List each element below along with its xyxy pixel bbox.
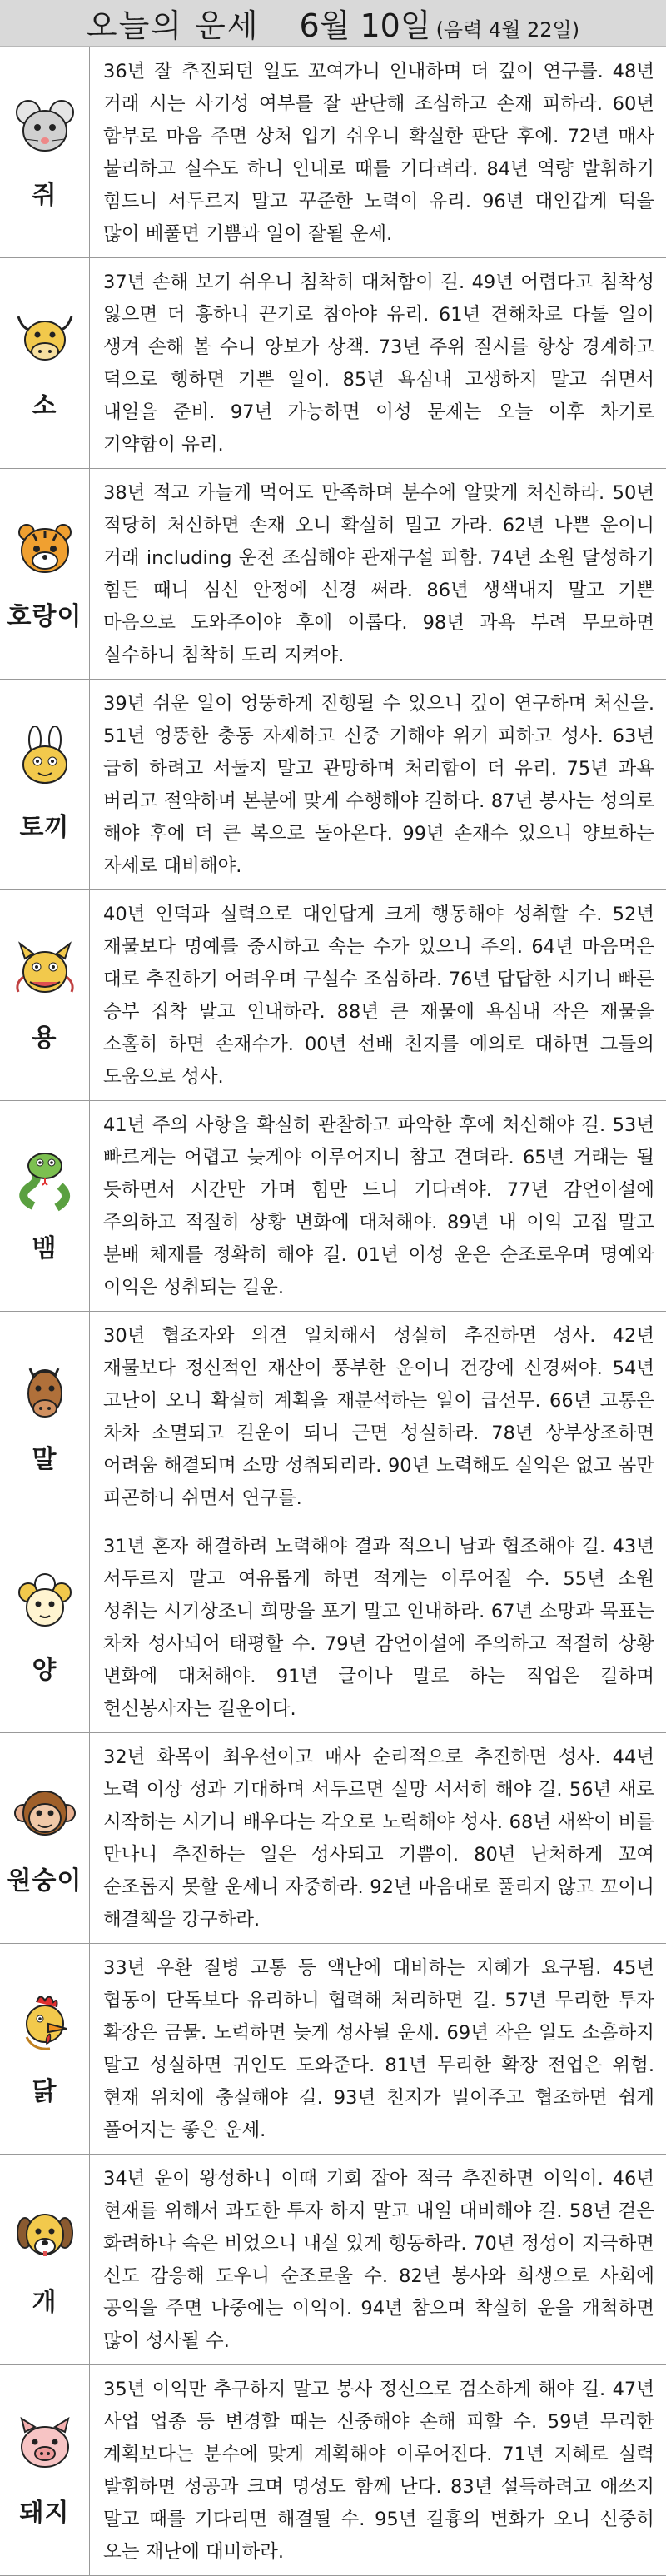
zodiac-animal-name: 호랑이 [7, 602, 82, 631]
zodiac-animal-name: 용 [32, 1024, 57, 1053]
fortune-text: 30년 협조자와 의견 일치해서 성실히 추진하면 성사. 42년 재물보다 정신적인 재산이 풍부한 운이니 건강에 신경써야. 54년 고난이 오니 확실히 계획을 재분석하는 일이 급선무. 66년 고통은 차차 소멸되고 길운이 되니 근면 성실하라. 78년 상부상조하면 어려움 해결되며 소망 성취되리라. 90년 노력해도 실익은 없고 몸만 피곤하니 쉬면서 연구를. [103, 1325, 654, 1509]
rooster-icon [8, 1991, 82, 2059]
zodiac-row [0, 47, 666, 258]
zodiac-badge [0, 47, 90, 257]
rabbit-icon [8, 726, 82, 795]
dog-icon [8, 2201, 82, 2270]
page-title: 오늘의 운세 [86, 7, 260, 44]
zodiac-row [0, 258, 666, 469]
fortune-text: 41년 주의 사항을 확실히 관찰하고 파악한 후에 처신해야 길. 53년 빠르게는 어렵고 늦게야 이루어지니 참고 견뎌라. 65년 거래는 될 듯하면서 시간만 가며 힘만 드니 기다려야. 77년 감언이설에 주의하고 적절히 상황 변화에 대처해야. 89년 내 이익 고집 말고 분배 체제를 정확히 해야 길. 01년 이성 운은 순조로우며 명예와 이익은 성취되는 길운. [103, 1114, 654, 1298]
zodiac-row [0, 680, 666, 890]
zodiac-animal-name: 토끼 [19, 813, 70, 842]
zodiac-animal-name: 뱀 [32, 1234, 57, 1263]
zodiac-animal-name: 소 [32, 391, 57, 421]
zodiac-row [0, 1733, 666, 1944]
dragon-icon [8, 937, 82, 1005]
zodiac-badge [0, 1522, 90, 1732]
fortune-text: 36년 잘 추진되던 일도 꼬여가니 인내하며 더 깊이 연구를. 48년 거래 시는 사기성 여부를 잘 판단해 조심하고 손재 피하라. 60년 함부로 마음 주면 상처 입기 쉬우니 확실한 판단 후에. 72년 매사 불리하고 실수도 하니 인내로 때를 기다려라. 84년 역량 발휘하기 힘드니 서두르지 말고 꾸준한 노력이 유리. 96년 대인갑게 덕을 많이 베풀면 기쁨과 일이 잘될 운세. [103, 61, 654, 245]
monkey-icon [8, 1780, 82, 1848]
zodiac-row [0, 1312, 666, 1522]
zodiac-badge [0, 680, 90, 889]
tiger-icon [8, 516, 82, 584]
zodiac-badge [0, 890, 90, 1100]
ox-icon [8, 305, 82, 373]
page-header [0, 0, 666, 47]
fortune-text: 34년 운이 왕성하니 이때 기회 잡아 적극 추진하면 이익이. 46년 현재를 위해서 과도한 투자 하지 말고 내일 대비해야 길. 58년 겉은 화려하나 속은 비었으니 내실 있게 행동하라. 70년 정성이 지극하면 신도 감응해 도우니 순조로울 수. 82년 봉사와 희생으로 사회에 공익을 주면 나중에는 이익이. 94년 참으며 착실히 운을 개척하면 많이 성사될 수. [103, 2168, 654, 2352]
zodiac-badge [0, 1312, 90, 1522]
fortune-text: 35년 이익만 추구하지 말고 봉사 정신으로 검소하게 해야 길. 47년 사업 업종 등 변경할 때는 신중해야 손해 피할 수. 59년 무리한 계획보다는 분수에 맞게 계획해야 이루어진다. 71년 지혜로 실력 발휘하면 성공과 크며 명성도 함께 난다. 83년 설득하려고 애쓰지 말고 때를 기다리면 해결될 수. 95년 길흉의 변화가 오니 신중히 오는 재난에 대비하라. [103, 2379, 654, 2563]
zodiac-animal-name: 양 [32, 1656, 57, 1685]
zodiac-animal-name: 쥐 [32, 181, 57, 210]
zodiac-animal-name: 돼지 [19, 2499, 70, 2528]
zodiac-row [0, 1101, 666, 1312]
fortune-text: 39년 쉬운 일이 엉뚱하게 진행될 수 있으니 깊이 연구하며 처신을. 51년 엉뚱한 충동 자제하고 신중 기해야 위기 피하고 성사. 63년 급히 하려고 서둘지 말고 관망하며 처리함이 더 유리. 75년 과욕 버리고 절약하며 본분에 맞게 수행해야 길하다. 87년 봉사는 성의로 해야 후에 더 큰 복으로 돌아온다. 99년 손재수 있으니 양보하는 자세로 대비해야. [103, 693, 655, 877]
horse-icon [8, 1358, 82, 1427]
solar-date: 6월 10일 [299, 7, 431, 44]
header-date [300, 0, 580, 46]
fortune-text: 33년 우환 질병 고통 등 액난에 대비하는 지혜가 요구됨. 45년 협동이 단독보다 유리하니 협력해 처리하면 길. 57년 무리한 투자 확장은 금물. 노력하면 늦게 성사될 운세. 69년 작은 일도 소홀하지 말고 성실하면 귀인도 도와준다. 81년 무리한 확장 전업은 위험. 현재 위치에 충실해야 길. 93년 친지가 밀어주고 협조하면 쉽게 풀어지는 좋은 운세. [103, 1957, 654, 2141]
sheep-icon [8, 1569, 82, 1637]
fortune-text: 40년 인덕과 실력으로 대인답게 크게 행동해야 성취할 수. 52년 재물보다 명예를 중시하고 속는 수가 있으니 주의. 64년 마음먹은 대로 추진하기 어려우며 구설수 조심하라. 76년 답답한 시기니 빠른 승부 집착 말고 인내하라. 88년 큰 재물에 욕심내 작은 재물을 소홀히 하면 손재수가. 00년 선배 친지를 예의로 대하면 그들의 도움으로 성사. [103, 904, 654, 1088]
fortune-text: 38년 적고 가늘게 먹어도 만족하며 분수에 알맞게 처신하라. 50년 적당히 처신하면 손재 오니 확실히 밀고 가라. 62년 나쁜 운이니 거래 including 운전 조심해야 관재구설 피함. 74년 소원 달성하기 힘든 때니 심신 안정에 신경 써라. 86년 생색내지 말고 기쁜 마음으로 도와주어야 후에 이롭다. 98년 과욕 부려 무모하면 실수하니 침착히 도리 지켜야. [103, 482, 654, 666]
zodiac-badge [0, 1733, 90, 1943]
zodiac-list [0, 47, 666, 2576]
zodiac-badge [0, 2155, 90, 2364]
zodiac-row [0, 890, 666, 1101]
zodiac-row [0, 469, 666, 680]
fortune-text: 32년 화목이 최우선이고 매사 순리적으로 추진하면 성사. 44년 노력 이상 성과 기대하며 서두르면 실망 서서히 해야 길. 56년 새로 시작하는 시기니 배우다는 각오로 노력해야 성사. 68년 새싹이 비를 만나니 추진하는 일은 성사되고 기쁨이. 80년 난처하게 꼬여 순조롭지 못할 운세니 자중하라. 92년 마음대로 풀리지 않고 꼬이니 해결책을 강구하라. [103, 1746, 654, 1931]
fortune-text: 31년 혼자 해결하려 노력해야 결과 적으니 남과 협조해야 길. 43년 서두르지 말고 여유롭게 하면 적게는 이루어질 수. 55년 소원 성취는 시기상조니 희망을 포기 말고 인내하라. 67년 소망과 목표는 차차 성사되어 태평할 수. 79년 감언이설에 주의하고 적절히 상황 변화에 대처해야. 91년 글이나 말로 하는 직업은 길하며 헌신봉사자는 길운이다. [103, 1536, 654, 1720]
zodiac-animal-name: 원숭이 [7, 1866, 82, 1896]
rat-icon [8, 94, 82, 162]
zodiac-row [0, 1522, 666, 1733]
zodiac-badge [0, 258, 90, 468]
pig-icon [8, 2412, 82, 2480]
zodiac-badge [0, 1944, 90, 2154]
zodiac-row [0, 2365, 666, 2576]
zodiac-badge [0, 1101, 90, 1311]
zodiac-row [0, 1944, 666, 2155]
fortune-text: 37년 손해 보기 쉬우니 침착히 대처함이 길. 49년 어렵다고 침착성 잃으면 더 흉하니 끈기로 참아야 유리. 61년 견해차로 다툴 일이 생겨 손해 볼 수니 양보가 상책. 73년 주위 질시를 항상 경계하고 덕으로 행하면 기쁜 일이. 85년 욕심내 고생하지 말고 쉬면서 내일을 준비. 97년 가능하면 이성 문제는 오늘 이후 차기로 기약함이 유리. [103, 272, 654, 456]
zodiac-animal-name: 닭 [32, 2077, 57, 2106]
zodiac-animal-name: 개 [32, 2288, 57, 2317]
lunar-date: (음력 4월 22일) [435, 18, 580, 42]
zodiac-animal-name: 말 [32, 1445, 57, 1474]
zodiac-badge [0, 469, 90, 679]
zodiac-row [0, 2155, 666, 2365]
zodiac-badge [0, 2365, 90, 2575]
snake-icon [8, 1148, 82, 1216]
